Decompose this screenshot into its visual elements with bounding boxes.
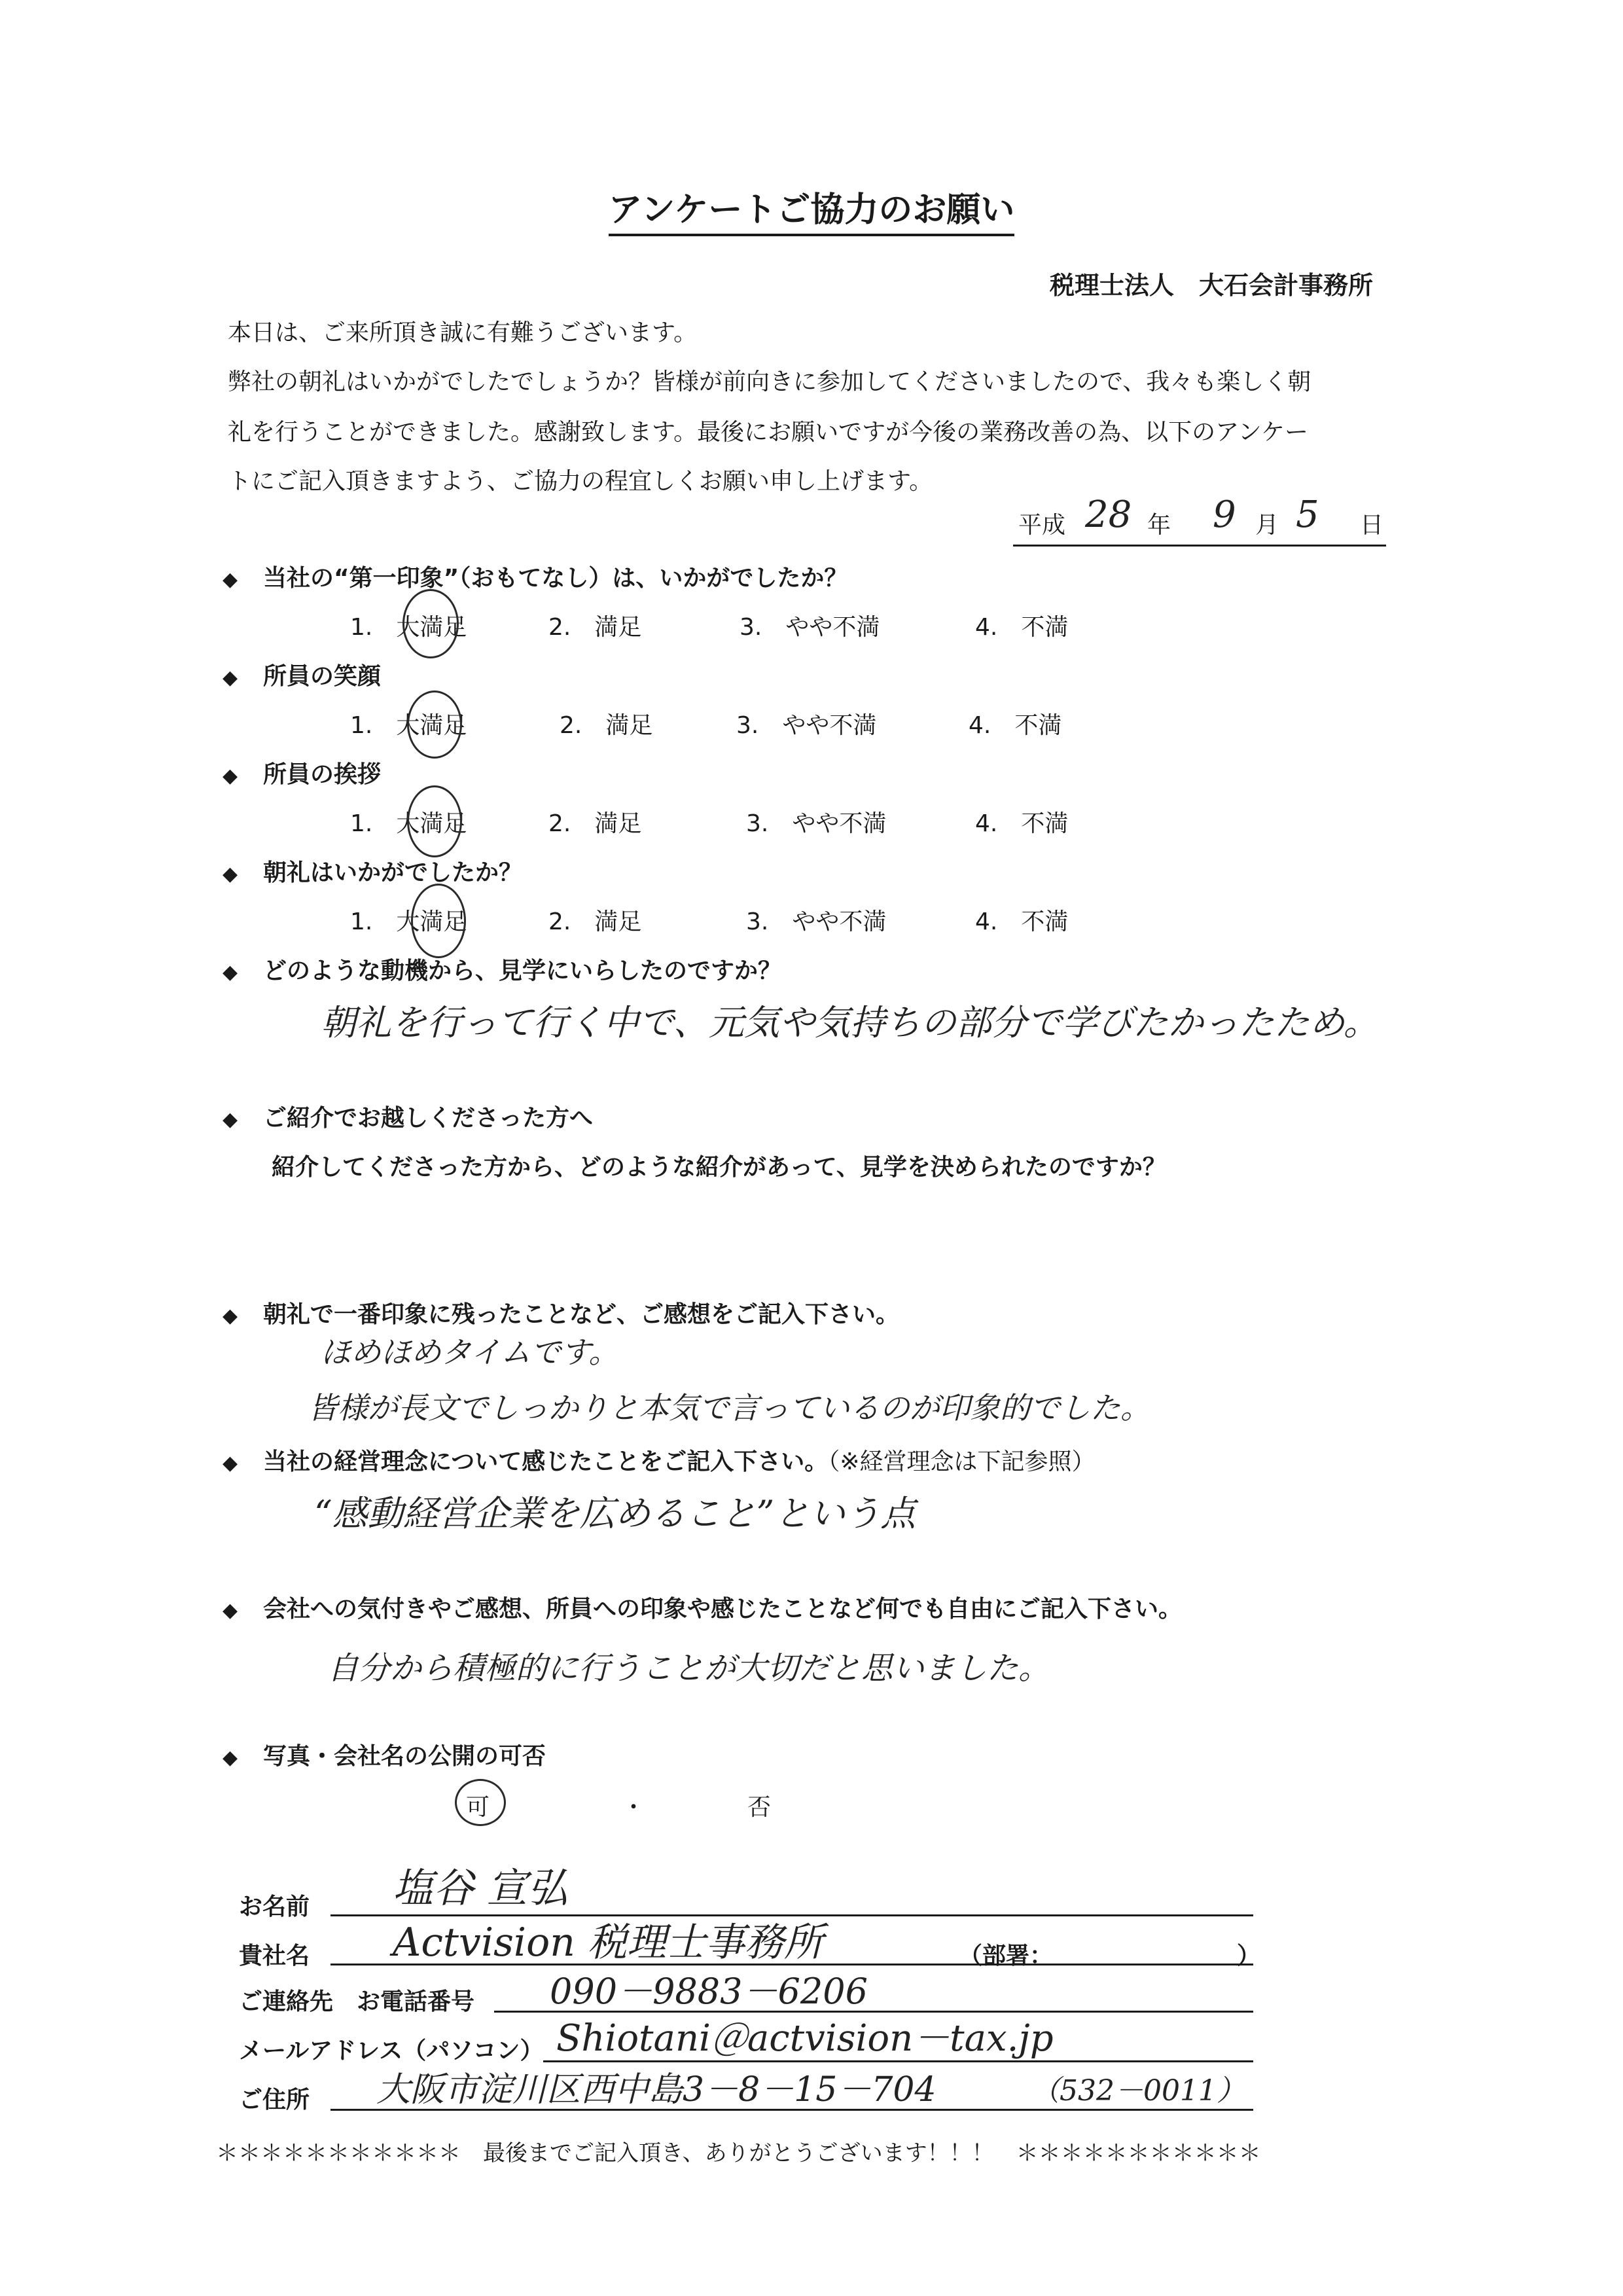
question-impression: ◆ 朝礼で一番印象に残ったことなど、ご感想をご記入下さい。 [223,1301,900,1328]
email-label: メールアドレス（パソコン） [239,2037,544,2064]
diamond-icon: ◆ [223,1452,238,1475]
diamond-icon: ◆ [223,568,238,591]
page-title: アンケートご協力のお願い [0,182,1623,231]
philosophy-note: （※経営理念は下記参照） [828,1448,1096,1475]
q4-option-4[interactable]: 4. 不満 [975,908,1069,935]
diamond-icon: ◆ [223,961,238,984]
diamond-icon: ◆ [223,1304,238,1327]
q1-option-4[interactable]: 4. 不満 [975,614,1069,641]
company-label: 貴社名 [239,1943,310,1969]
date-era: 平成 [1018,512,1066,539]
date-day-unit: 日 [1360,512,1384,539]
question-referral: ◆ ご紹介でお越しくださった方へ [223,1105,594,1132]
q4-option-3[interactable]: 3. やや不満 [746,908,887,935]
q2-option-3[interactable]: 3. やや不満 [736,712,877,739]
impression-answer-line-2[interactable]: 皆様が長文でしっかりと本気で言っているのが印象的でした。 [308,1390,1150,1426]
q4-selected-circle [411,884,466,958]
intro-line-4: トにご記入頂きますよう、ご協力の程宜しくお願い申し上げます。 [228,468,933,495]
q4-option-2[interactable]: 2. 満足 [548,908,642,935]
organization-name: 税理士法人 大石会計事務所 [1049,271,1373,300]
publish-option-no[interactable]: 否 [747,1794,772,1821]
footer-thanks: ＊＊＊＊＊＊＊＊＊＊＊ 最後までご記入頂き、ありがとうございます！！！ ＊＊＊＊＊＊＊＊＊＊＊ [216,2140,1261,2166]
date-field [1013,493,1386,547]
q2-option-4[interactable]: 4. 不満 [969,712,1062,739]
intro-line-3: 礼を行うことができました。感謝致します。最後にお願いですが今後の業務改善の為、以下のアンケー [228,419,1308,446]
q3-selected-circle [407,785,462,857]
diamond-icon: ◆ [223,764,238,787]
name-label: お名前 [239,1893,310,1920]
diamond-icon: ◆ [223,666,238,689]
postal-code-field[interactable]: （532－0011） [1031,2074,1245,2108]
question-staff-smile: ◆ 所員の笑顔 [223,663,382,690]
philosophy-answer[interactable]: “感動経営企業を広めること”という点 [314,1493,916,1534]
q2-option-2[interactable]: 2. 満足 [560,712,653,739]
question-motive: ◆ どのような動機から、見学にいらしたのですか？ [223,958,782,984]
q1-option-3[interactable]: 3. やや不満 [740,614,880,641]
question-first-impression: ◆ 当社の“第一印象”（おもてなし）は、いかがでしたか？ [223,565,848,592]
diamond-icon: ◆ [223,863,238,886]
date-year: 28 [1085,493,1132,536]
publish-option-yes[interactable]: 可 [466,1794,490,1821]
diamond-icon: ◆ [223,1599,238,1622]
motive-answer[interactable]: 朝礼を行って行く中で、元気や気持ちの部分で学びたかったため。 [321,1002,1379,1043]
address-label: ご住所 [239,2087,310,2113]
q3-option-1[interactable]: 1. 大満足 [350,810,467,837]
department-label: （部署： [959,1943,1054,1969]
department-field[interactable] [1041,1934,1224,1960]
diamond-icon: ◆ [223,1746,238,1769]
q2-option-1[interactable]: 1. 大満足 [350,712,467,739]
name-field[interactable]: 塩谷 宣弘 [393,1864,568,1912]
question-philosophy: ◆ 当社の経営理念について感じたことをご記入下さい。（※経営理念は下記参照） [223,1448,1096,1475]
publish-separator: ・ [622,1794,646,1821]
date-year-unit: 年 [1147,512,1171,539]
question-free-comment: ◆ 会社への気付きやご感想、所員への印象や感じたことなど何でも自由にご記入下さい。 [223,1596,1183,1623]
phone-label: ご連絡先 お電話番号 [239,1988,475,2015]
date-month-unit: 月 [1255,512,1279,539]
q1-option-2[interactable]: 2. 満足 [548,614,642,641]
date-month: 9 [1213,493,1236,536]
q2-selected-circle [407,691,462,759]
impression-answer-line-1[interactable]: ほめほめタイムです。 [321,1335,619,1370]
publish-selected-circle [455,1779,506,1826]
q3-option-3[interactable]: 3. やや不満 [746,810,887,837]
q3-option-2[interactable]: 2. 満足 [548,810,642,837]
company-field[interactable]: Actvision 税理士事務所 [393,1920,823,1965]
question-publish: ◆ 写真・会社名の公開の可否 [223,1743,546,1770]
question-staff-greeting: ◆ 所員の挨拶 [223,761,382,788]
diamond-icon: ◆ [223,1108,238,1131]
q4-option-1[interactable]: 1. 大満足 [350,908,467,935]
question-morning-meeting: ◆ 朝礼はいかがでしたか？ [223,859,523,886]
q3-option-4[interactable]: 4. 不満 [975,810,1069,837]
referral-sub-question: 紹介してくださった方から、どのような紹介があって、見学を決められたのですか？ [272,1154,1166,1181]
intro-line-2: 弊社の朝礼はいかがでしたでしょうか？皆様が前向きに参加してくださいましたので、我々も楽しく朝 [228,368,1311,395]
date-day: 5 [1296,493,1319,536]
department-close: ） [1237,1943,1261,1969]
intro-line-1: 本日は、ご来所頂き誠に有難うございます。 [228,319,698,346]
phone-field[interactable]: 090－9883－6206 [550,1971,868,2012]
free-comment-answer[interactable]: 自分から積極的に行うことが大切だと思いました。 [327,1650,1050,1687]
q1-option-1[interactable]: 1. 大満足 [350,614,467,641]
email-field[interactable]: Shiotani＠actvision－tax.jp [556,2017,1054,2060]
address-field[interactable]: 大阪市淀川区西中島3－8－15－704 [376,2070,936,2109]
q1-selected-circle [402,589,459,658]
